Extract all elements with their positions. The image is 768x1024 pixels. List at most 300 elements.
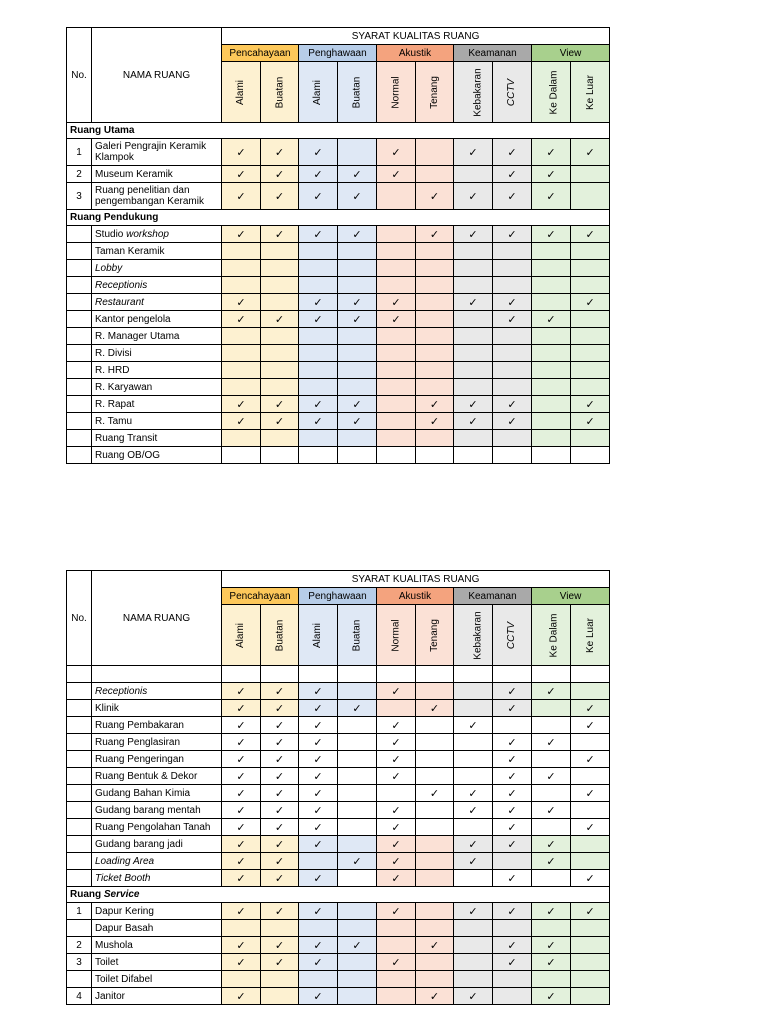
check-cell: ✓ (299, 836, 338, 853)
row-name (92, 666, 222, 683)
check-cell (222, 362, 261, 379)
check-cell: ✓ (377, 294, 416, 311)
table-row (67, 954, 610, 971)
check-cell (532, 971, 571, 988)
room-name: Ruang Pembakaran (95, 719, 184, 731)
row-no (67, 734, 92, 751)
check-cell: ✓ (222, 226, 261, 243)
table-row (67, 971, 610, 988)
check-cell (532, 920, 571, 937)
check-cell (493, 362, 532, 379)
check-cell (299, 328, 338, 345)
table-row (67, 139, 610, 166)
row-name (92, 294, 222, 311)
row-name (92, 937, 222, 954)
check-cell: ✓ (532, 311, 571, 328)
table-row (67, 988, 610, 1005)
check-cell: ✓ (338, 413, 377, 430)
check-cell (532, 666, 571, 683)
check-cell: ✓ (377, 717, 416, 734)
table-row (67, 768, 610, 785)
check-cell (454, 734, 493, 751)
table-row (67, 683, 610, 700)
check-cell (454, 166, 493, 183)
header-group-penghawaan: Penghawaan (299, 45, 377, 62)
table-row (67, 396, 610, 413)
check-cell (416, 166, 454, 183)
check-cell (416, 362, 454, 379)
check-cell: ✓ (222, 768, 261, 785)
row-name (92, 819, 222, 836)
row-name (92, 430, 222, 447)
check-cell (493, 920, 532, 937)
check-cell: ✓ (338, 183, 377, 210)
check-cell: ✓ (377, 870, 416, 887)
check-cell: ✓ (261, 768, 299, 785)
table-header (67, 28, 610, 123)
header-no: No. (67, 28, 92, 123)
check-cell: ✓ (532, 988, 571, 1005)
check-cell (338, 903, 377, 920)
row-name (92, 700, 222, 717)
room-name: Dapur Kering (95, 905, 154, 917)
room-name: Museum Keramik (95, 168, 173, 180)
table-row (67, 734, 610, 751)
check-cell (416, 379, 454, 396)
header-sub-label: Buatan (273, 619, 285, 651)
check-cell: ✓ (222, 988, 261, 1005)
header-sub-label: Buatan (273, 76, 285, 108)
row-no (67, 785, 92, 802)
table-row (67, 751, 610, 768)
check-cell (299, 345, 338, 362)
check-cell (571, 853, 610, 870)
check-cell: ✓ (532, 166, 571, 183)
row-no: 1 (67, 903, 92, 920)
check-cell (416, 802, 454, 819)
header-sub-label: Normal (390, 75, 402, 109)
check-cell: ✓ (299, 183, 338, 210)
check-cell (571, 836, 610, 853)
check-cell: ✓ (299, 937, 338, 954)
check-cell (416, 853, 454, 870)
check-cell (493, 666, 532, 683)
section-title (67, 123, 610, 139)
check-cell: ✓ (454, 802, 493, 819)
row-name (92, 413, 222, 430)
row-no (67, 277, 92, 294)
check-cell: ✓ (338, 311, 377, 328)
check-cell: ✓ (222, 819, 261, 836)
check-cell: ✓ (493, 785, 532, 802)
check-cell (338, 683, 377, 700)
header-group-pencahayaan: Pencahayaan (222, 45, 299, 62)
header-sub-label: Ke Dalam (548, 70, 560, 114)
check-cell (571, 345, 610, 362)
room-name: Ruang Transit (95, 432, 158, 444)
section-title (67, 887, 610, 903)
check-cell (222, 243, 261, 260)
check-cell (532, 379, 571, 396)
row-no (67, 362, 92, 379)
row-no (67, 700, 92, 717)
check-cell: ✓ (261, 836, 299, 853)
header-group-pencahayaan: Pencahayaan (222, 588, 299, 605)
row-no (67, 683, 92, 700)
check-cell (377, 666, 416, 683)
check-cell (416, 345, 454, 362)
check-cell (454, 870, 493, 887)
check-cell (261, 260, 299, 277)
room-name: Ruang OB/OG (95, 449, 161, 461)
check-cell (493, 447, 532, 464)
check-cell (493, 379, 532, 396)
check-cell: ✓ (261, 870, 299, 887)
room-quality-table-1 (66, 27, 610, 464)
row-no (67, 971, 92, 988)
check-cell (493, 328, 532, 345)
check-cell: ✓ (222, 139, 261, 166)
check-cell (338, 430, 377, 447)
check-cell (416, 870, 454, 887)
check-cell (454, 447, 493, 464)
row-no (67, 836, 92, 853)
check-cell (377, 328, 416, 345)
check-cell: ✓ (532, 836, 571, 853)
check-cell: ✓ (377, 311, 416, 328)
room-name-italic: Ticket Booth (95, 872, 151, 884)
check-cell (416, 683, 454, 700)
check-cell (454, 920, 493, 937)
header-sub-tenang (416, 605, 454, 666)
table-row (67, 243, 610, 260)
check-cell (338, 785, 377, 802)
check-cell (493, 260, 532, 277)
room-name: R. HRD (95, 364, 130, 376)
check-cell (454, 345, 493, 362)
check-cell: ✓ (454, 903, 493, 920)
check-cell (377, 226, 416, 243)
check-cell (338, 328, 377, 345)
row-no (67, 396, 92, 413)
check-cell: ✓ (222, 396, 261, 413)
table-row (67, 802, 610, 819)
header-sub-buatan (261, 605, 299, 666)
check-cell (571, 311, 610, 328)
check-cell (532, 294, 571, 311)
check-cell (571, 277, 610, 294)
check-cell: ✓ (532, 903, 571, 920)
check-cell: ✓ (299, 988, 338, 1005)
table-row (67, 666, 610, 683)
table-row (67, 362, 610, 379)
check-cell (222, 260, 261, 277)
check-cell: ✓ (338, 937, 377, 954)
room-quality-table-2 (66, 570, 610, 1005)
check-cell (454, 700, 493, 717)
row-no (67, 328, 92, 345)
check-cell (299, 447, 338, 464)
check-cell: ✓ (299, 819, 338, 836)
check-cell (377, 920, 416, 937)
row-name (92, 243, 222, 260)
check-cell (532, 277, 571, 294)
check-cell: ✓ (299, 700, 338, 717)
check-cell: ✓ (299, 311, 338, 328)
header-sub-ke-luar (571, 605, 610, 666)
room-name-italic: Receptionis (95, 685, 148, 697)
check-cell (338, 870, 377, 887)
check-cell (299, 260, 338, 277)
check-cell: ✓ (299, 954, 338, 971)
check-cell (416, 311, 454, 328)
header-sub-label: Buatan (351, 76, 363, 108)
check-cell: ✓ (493, 700, 532, 717)
check-cell (338, 971, 377, 988)
check-cell: ✓ (261, 311, 299, 328)
row-name (92, 166, 222, 183)
table-row (67, 785, 610, 802)
header-sub-label: Kebakaran (472, 67, 484, 117)
row-name (92, 853, 222, 870)
check-cell: ✓ (299, 734, 338, 751)
check-cell: ✓ (261, 139, 299, 166)
header-sub-label: Buatan (351, 619, 363, 651)
check-cell (571, 183, 610, 210)
row-name (92, 734, 222, 751)
check-cell (222, 430, 261, 447)
header-group-akustik: Akustik (377, 45, 454, 62)
row-name (92, 447, 222, 464)
row-no (67, 853, 92, 870)
check-cell: ✓ (571, 785, 610, 802)
check-cell (338, 345, 377, 362)
check-cell (454, 379, 493, 396)
check-cell: ✓ (377, 683, 416, 700)
check-cell (571, 920, 610, 937)
check-cell (454, 260, 493, 277)
check-cell (493, 345, 532, 362)
check-cell (377, 183, 416, 210)
header-group-view: View (532, 45, 610, 62)
check-cell (571, 243, 610, 260)
check-cell (454, 768, 493, 785)
check-cell: ✓ (377, 954, 416, 971)
room-name: R. Rapat (95, 398, 135, 410)
check-cell (416, 819, 454, 836)
check-cell: ✓ (299, 396, 338, 413)
row-name (92, 277, 222, 294)
check-cell: ✓ (571, 396, 610, 413)
check-cell (338, 954, 377, 971)
check-cell (532, 717, 571, 734)
check-cell (493, 971, 532, 988)
check-cell: ✓ (261, 183, 299, 210)
check-cell (338, 260, 377, 277)
row-no: 1 (67, 139, 92, 166)
check-cell (532, 447, 571, 464)
check-cell: ✓ (299, 785, 338, 802)
table-row (67, 260, 610, 277)
check-cell: ✓ (261, 226, 299, 243)
room-name: Gudang Bahan Kimia (95, 787, 191, 799)
check-cell (261, 430, 299, 447)
row-no (67, 870, 92, 887)
check-cell: ✓ (377, 139, 416, 166)
room-name-italic: Loading Area (95, 855, 155, 867)
table-row (67, 937, 610, 954)
check-cell: ✓ (261, 903, 299, 920)
check-cell (261, 971, 299, 988)
check-cell: ✓ (299, 413, 338, 430)
row-no (67, 666, 92, 683)
header-sub-cctv (493, 605, 532, 666)
room-name: R. Tamu (95, 415, 133, 427)
check-cell: ✓ (532, 802, 571, 819)
check-cell (416, 920, 454, 937)
room-name: Ruang Penglasiran (95, 736, 181, 748)
row-name (92, 988, 222, 1005)
check-cell (222, 920, 261, 937)
check-cell (532, 700, 571, 717)
row-no (67, 311, 92, 328)
check-cell (493, 243, 532, 260)
check-cell: ✓ (377, 819, 416, 836)
check-cell (571, 971, 610, 988)
check-cell: ✓ (454, 785, 493, 802)
row-name (92, 328, 222, 345)
table-row (67, 166, 610, 183)
check-cell: ✓ (261, 751, 299, 768)
check-cell (338, 362, 377, 379)
check-cell: ✓ (299, 226, 338, 243)
check-cell: ✓ (571, 139, 610, 166)
check-cell (261, 345, 299, 362)
header-sub-kebakaran (454, 62, 493, 123)
check-cell: ✓ (222, 853, 261, 870)
check-cell (377, 243, 416, 260)
row-name (92, 362, 222, 379)
row-name (92, 683, 222, 700)
row-no (67, 345, 92, 362)
check-cell (454, 666, 493, 683)
check-cell (222, 666, 261, 683)
check-cell: ✓ (338, 396, 377, 413)
header-sub-alami (299, 605, 338, 666)
row-name (92, 768, 222, 785)
check-cell (454, 430, 493, 447)
row-no (67, 920, 92, 937)
table-row (67, 379, 610, 396)
check-cell (571, 166, 610, 183)
table-row (67, 853, 610, 870)
room-name: Ruang penelitian dan pengembangan Keramik (95, 185, 204, 207)
check-cell (493, 430, 532, 447)
check-cell: ✓ (299, 139, 338, 166)
check-cell (416, 717, 454, 734)
row-name (92, 139, 222, 166)
check-cell (454, 328, 493, 345)
check-cell: ✓ (416, 785, 454, 802)
header-sub-cctv (493, 62, 532, 123)
check-cell: ✓ (571, 903, 610, 920)
header-title: SYARAT KUALITAS RUANG (222, 28, 610, 45)
check-cell (571, 430, 610, 447)
check-cell (416, 430, 454, 447)
row-no (67, 768, 92, 785)
header-sub-label: Alami (312, 79, 324, 105)
section-row (67, 887, 610, 903)
check-cell (261, 447, 299, 464)
check-cell (532, 430, 571, 447)
check-cell (416, 666, 454, 683)
check-cell (416, 751, 454, 768)
row-no: 4 (67, 988, 92, 1005)
table-row (67, 717, 610, 734)
check-cell (532, 819, 571, 836)
check-cell: ✓ (261, 785, 299, 802)
row-no (67, 260, 92, 277)
check-cell (571, 734, 610, 751)
section-label: Ruang Utama (70, 125, 135, 136)
check-cell (571, 328, 610, 345)
header-sub-label: CCTV (506, 621, 518, 649)
check-cell (416, 836, 454, 853)
check-cell: ✓ (493, 294, 532, 311)
check-cell (571, 260, 610, 277)
room-name: Gudang barang mentah (95, 804, 201, 816)
check-cell (377, 362, 416, 379)
check-cell: ✓ (261, 937, 299, 954)
check-cell (338, 734, 377, 751)
header-group-keamanan: Keamanan (454, 588, 532, 605)
check-cell (416, 768, 454, 785)
check-cell: ✓ (261, 954, 299, 971)
row-name (92, 954, 222, 971)
header-group-view: View (532, 588, 610, 605)
check-cell: ✓ (571, 226, 610, 243)
check-cell (222, 277, 261, 294)
check-cell (338, 751, 377, 768)
check-cell: ✓ (454, 413, 493, 430)
check-cell: ✓ (338, 853, 377, 870)
check-cell (532, 413, 571, 430)
check-cell (493, 717, 532, 734)
check-cell (571, 379, 610, 396)
check-cell: ✓ (222, 785, 261, 802)
check-cell: ✓ (377, 903, 416, 920)
check-cell (299, 430, 338, 447)
row-no (67, 379, 92, 396)
check-cell: ✓ (261, 802, 299, 819)
check-cell (493, 277, 532, 294)
check-cell (338, 768, 377, 785)
room-name: R. Manager Utama (95, 330, 180, 342)
check-cell: ✓ (261, 853, 299, 870)
room-name: Klinik (95, 702, 119, 714)
check-cell (377, 988, 416, 1005)
room-name: Taman Keramik (95, 245, 165, 257)
check-cell: ✓ (338, 166, 377, 183)
header-nama-ruang: NAMA RUANG (92, 571, 222, 666)
room-name: Gudang barang jadi (95, 838, 183, 850)
table-row (67, 920, 610, 937)
row-no (67, 226, 92, 243)
check-cell (454, 277, 493, 294)
check-cell: ✓ (416, 183, 454, 210)
header-sub-tenang (416, 62, 454, 123)
check-cell: ✓ (454, 836, 493, 853)
